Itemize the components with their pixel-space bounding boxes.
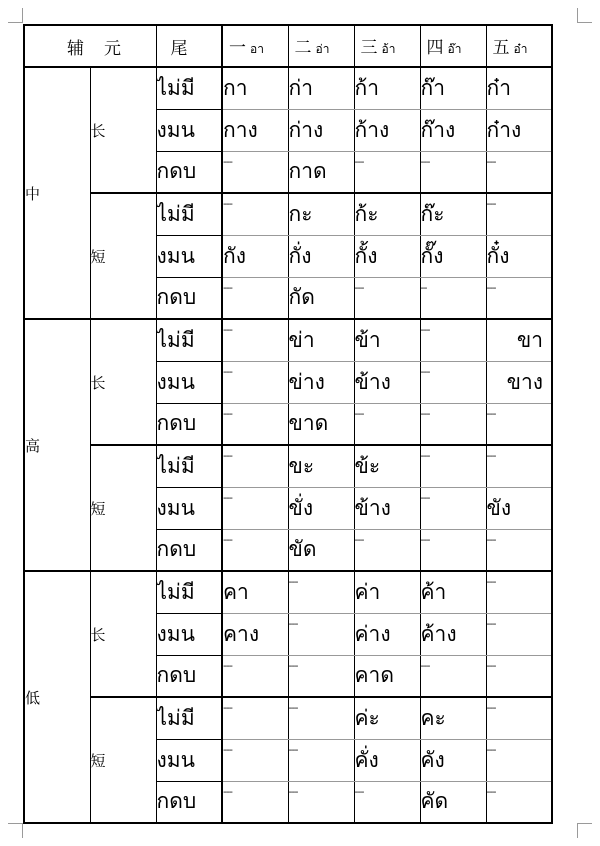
syllable-cell: --- (420, 319, 486, 361)
syllable-cell: --- (288, 781, 354, 823)
vowel-length-label: 长 (90, 571, 156, 697)
header-tone-5 (486, 25, 552, 67)
syllable-cell: ค่ะ (354, 697, 420, 739)
syllable-cell: ก่า (288, 67, 354, 109)
syllable-cell: ขะ (288, 445, 354, 487)
table-row (24, 319, 552, 361)
syllable-cell: กัง (222, 235, 288, 277)
syllable-cell: --- (222, 739, 288, 781)
tone-number: 三 (360, 38, 378, 58)
tone-sample: อ้า (381, 42, 396, 56)
table-body (24, 67, 552, 823)
syllable-cell: คาง (222, 613, 288, 655)
header-tone-4 (420, 25, 486, 67)
initial-class-label: 高 (24, 319, 90, 571)
syllable-cell: กั้ง (354, 235, 420, 277)
syllable-cell: --- (222, 319, 288, 361)
syllable-cell: --- (486, 613, 552, 655)
initial-class-label: 低 (24, 571, 90, 823)
table-row (24, 445, 552, 487)
syllable-cell: ก๋า (486, 67, 552, 109)
syllable-cell: ก่าง (288, 109, 354, 151)
syllable-cell: ข้าง (354, 487, 420, 529)
syllable-cell: --- (222, 151, 288, 193)
syllable-cell: กัด (288, 277, 354, 319)
syllable-cell: ก๊า (420, 67, 486, 109)
syllable-cell: ค่าง (354, 613, 420, 655)
final-consonant-label: ไม่มี (156, 571, 222, 613)
syllable-cell: --- (222, 445, 288, 487)
syllable-cell: --- (420, 151, 486, 193)
syllable-cell: กั่ง (288, 235, 354, 277)
syllable-cell: --- (288, 613, 354, 655)
tone-sample: อา (250, 42, 264, 56)
syllable-cell: --- (486, 277, 552, 319)
thai-tone-table (23, 24, 553, 824)
syllable-cell: ค้าง (420, 613, 486, 655)
syllable-cell: -- (420, 277, 486, 319)
final-consonant-label: งมน (156, 613, 222, 655)
syllable-cell: กั๊ง (420, 235, 486, 277)
crop-mark-bottom-left (8, 823, 23, 838)
vowel-length-label: 长 (90, 319, 156, 445)
syllable-cell: ก๊ะ (420, 193, 486, 235)
syllable-cell: --- (222, 655, 288, 697)
header-tone-1 (222, 25, 288, 67)
syllable-cell: ขา (486, 319, 552, 361)
syllable-cell: ก้ะ (354, 193, 420, 235)
syllable-cell: ขัง (486, 487, 552, 529)
crop-mark-top-right (577, 8, 592, 23)
final-consonant-label: กดบ (156, 403, 222, 445)
syllable-cell: ค่า (354, 571, 420, 613)
syllable-cell: --- (486, 781, 552, 823)
syllable-cell: ขาด (288, 403, 354, 445)
final-consonant-label: กดบ (156, 529, 222, 571)
final-consonant-label: งมน (156, 487, 222, 529)
final-consonant-label: งมน (156, 235, 222, 277)
syllable-cell: --- (288, 655, 354, 697)
final-consonant-label: ไม่มี (156, 445, 222, 487)
syllable-cell: --- (288, 697, 354, 739)
syllable-cell: --- (420, 529, 486, 571)
final-consonant-label: งมน (156, 361, 222, 403)
syllable-cell: ข่า (288, 319, 354, 361)
syllable-cell: --- (486, 445, 552, 487)
syllable-cell: --- (222, 529, 288, 571)
syllable-cell: กะ (288, 193, 354, 235)
syllable-cell: คะ (420, 697, 486, 739)
vowel-length-label: 短 (90, 193, 156, 319)
syllable-cell: กา (222, 67, 288, 109)
syllable-cell: --- (222, 781, 288, 823)
final-consonant-label: กดบ (156, 655, 222, 697)
syllable-cell: --- (486, 697, 552, 739)
syllable-cell: --- (288, 739, 354, 781)
syllable-cell: กั๋ง (486, 235, 552, 277)
syllable-cell: ก๊าง (420, 109, 486, 151)
syllable-cell: ขัด (288, 529, 354, 571)
syllable-cell: --- (222, 403, 288, 445)
vowel-length-label: 短 (90, 697, 156, 823)
syllable-cell: ขั่ง (288, 487, 354, 529)
syllable-cell: คาด (354, 655, 420, 697)
syllable-cell: ค้า (420, 571, 486, 613)
table-row (24, 67, 552, 109)
table-row (24, 697, 552, 739)
syllable-cell: --- (288, 571, 354, 613)
syllable-cell: --- (420, 403, 486, 445)
syllable-cell: --- (486, 403, 552, 445)
syllable-cell: ก๋าง (486, 109, 552, 151)
tone-sample: อ่า (315, 42, 330, 56)
syllable-cell: --- (354, 277, 420, 319)
syllable-cell: ข้าง (354, 361, 420, 403)
syllable-cell: ข้ะ (354, 445, 420, 487)
syllable-cell: --- (420, 487, 486, 529)
syllable-cell: --- (486, 151, 552, 193)
syllable-cell: ข่าง (288, 361, 354, 403)
syllable-cell: --- (354, 403, 420, 445)
vowel-length-label: 长 (90, 67, 156, 193)
final-consonant-label: งมน (156, 739, 222, 781)
final-consonant-label: ไม่มี (156, 319, 222, 361)
header-tone-3 (354, 25, 420, 67)
final-consonant-label: ไม่มี (156, 67, 222, 109)
syllable-cell: --- (486, 529, 552, 571)
header-row (24, 25, 552, 67)
syllable-cell: คั่ง (354, 739, 420, 781)
syllable-cell: --- (420, 361, 486, 403)
final-consonant-label: กดบ (156, 277, 222, 319)
tone-number: 五 (492, 38, 510, 58)
final-consonant-label: ไม่มี (156, 193, 222, 235)
syllable-cell: กาด (288, 151, 354, 193)
header-initial: 辅 (24, 25, 90, 67)
final-consonant-label: ไม่มี (156, 697, 222, 739)
syllable-cell: --- (222, 361, 288, 403)
syllable-cell: --- (486, 655, 552, 697)
syllable-cell: คัด (420, 781, 486, 823)
final-consonant-label: งมน (156, 109, 222, 151)
syllable-cell: --- (222, 193, 288, 235)
header-tone-2 (288, 25, 354, 67)
crop-mark-top-left (8, 8, 23, 23)
syllable-cell: ขาง (486, 361, 552, 403)
syllable-cell: --- (354, 151, 420, 193)
final-consonant-label: กดบ (156, 151, 222, 193)
syllable-cell: --- (486, 571, 552, 613)
syllable-cell: --- (486, 739, 552, 781)
syllable-cell: กาง (222, 109, 288, 151)
syllable-cell: คัง (420, 739, 486, 781)
syllable-cell: ก้า (354, 67, 420, 109)
header-final: 尾 (156, 25, 222, 67)
final-consonant-label: กดบ (156, 781, 222, 823)
table-row (24, 571, 552, 613)
syllable-cell: --- (420, 655, 486, 697)
initial-class-label: 中 (24, 67, 90, 319)
syllable-cell: คา (222, 571, 288, 613)
tone-sample: อ๊า (447, 42, 462, 56)
syllable-cell: --- (222, 487, 288, 529)
syllable-cell: ข้า (354, 319, 420, 361)
vowel-length-label: 短 (90, 445, 156, 571)
syllable-cell: ก้าง (354, 109, 420, 151)
table-header (24, 25, 552, 67)
crop-mark-bottom-right (577, 823, 592, 838)
tone-number: 一 (229, 38, 246, 58)
tone-sample: อ๋า (513, 42, 528, 56)
syllable-cell: --- (222, 697, 288, 739)
syllable-cell: --- (222, 277, 288, 319)
syllable-cell: --- (486, 193, 552, 235)
syllable-cell: --- (354, 529, 420, 571)
syllable-cell: --- (354, 781, 420, 823)
tone-number: 二 (294, 38, 312, 58)
tone-number: 四 (426, 38, 444, 58)
table-row (24, 193, 552, 235)
syllable-cell: --- (420, 445, 486, 487)
header-vowel: 元 (90, 25, 156, 67)
